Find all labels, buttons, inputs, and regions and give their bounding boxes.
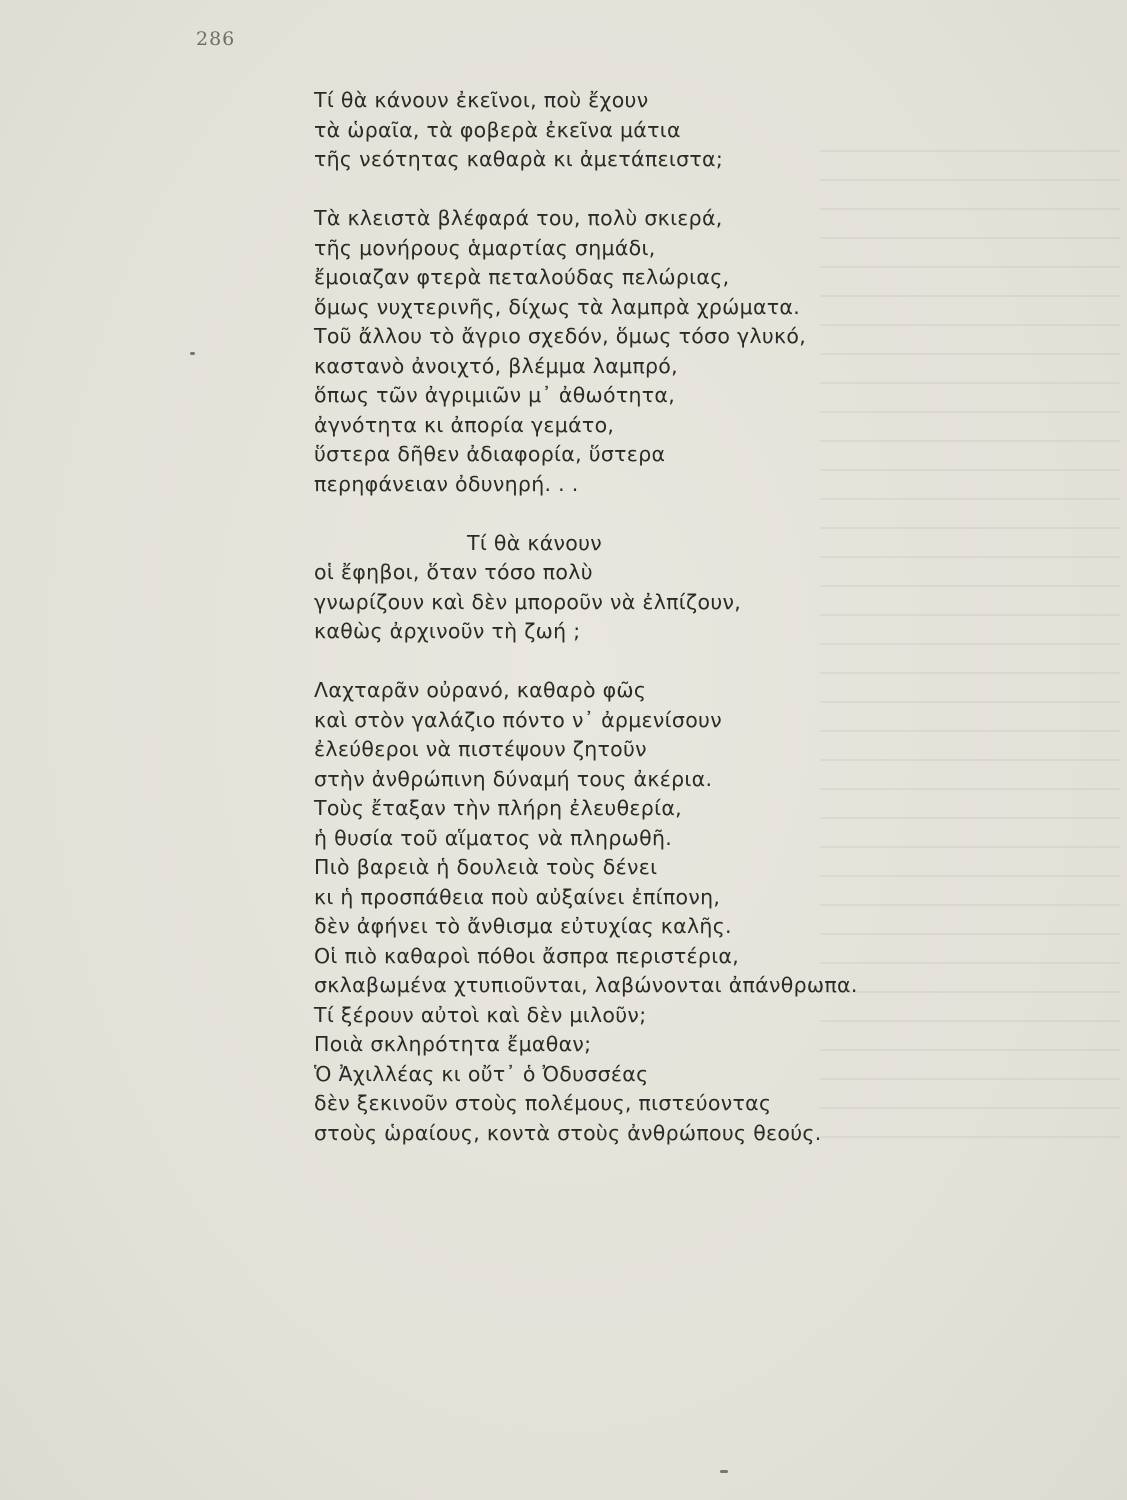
poem-line: Τί ξέρουν αὐτοὶ καὶ δὲν μιλοῦν; [314, 1002, 647, 1027]
poem-line: δὲν ξεκινοῦν στοὺς πολέμους, πιστεύοντας [314, 1091, 772, 1115]
poem-line: περηφάνειαν ὀδυνηρή. . . [314, 471, 579, 496]
poem-line-indented: Τί θὰ κάνουν [467, 530, 603, 555]
poem-line: τὰ ὡραῖα, τὰ φοβερὰ ἐκεῖνα μάτια [314, 117, 681, 142]
poem-line: Λαχταρᾶν οὐρανό, καθαρὸ φῶς [314, 678, 647, 702]
stanza-break [314, 175, 1074, 205]
poem-line: Τοῦ ἄλλου τὸ ἄγριο σχεδόν, ὅμως τόσο γλυκό, [314, 324, 807, 348]
poem-line: δὲν ἀφήνει τὸ ἄνθισμα εὐτυχίας καλῆς. [314, 914, 732, 938]
poem-line: ἔμοιαζαν φτερὰ πεταλούδας πελώριας, [314, 265, 730, 289]
stanza-break [314, 647, 1074, 677]
poem-line: οἱ ἔφηβοι, ὅταν τόσο πολὺ [314, 560, 593, 584]
poem-line: τῆς νεότητας καθαρὰ κι ἀμετάπειστα; [314, 147, 724, 171]
poem-line: καθὼς ἀρχινοῦν τὴ ζωή ; [314, 619, 581, 643]
poem-line: Ὁ Ἀχιλλέας κι οὔτ᾽ ὁ Ὀδυσσέας [314, 1061, 649, 1086]
poem-line: καὶ στὸν γαλάζιο πόντο ν᾽ ἀρμενίσουν [314, 707, 722, 732]
poem-line: Τοὺς ἔταξαν τὴν πλήρη ἐλευθερία, [314, 796, 682, 820]
poem-line: κι ἡ προσπάθεια ποὺ αὐξαίνει ἐπίπονη, [314, 884, 721, 909]
stanza-break [314, 499, 1074, 529]
poem [314, 86, 1074, 1148]
poem-line: Πιὸ βαρειὰ ἡ δουλειὰ τοὺς δένει [314, 855, 658, 879]
paper-speck [720, 1470, 728, 1473]
poem-line: στὴν ἀνθρώπινη δύναμή τους ἀκέρια. [314, 766, 713, 791]
poem-line: Οἱ πιὸ καθαροὶ πόθοι ἄσπρα περιστέρια, [314, 943, 740, 968]
poem-line: ὅπως τῶν ἀγριμιῶν μ᾽ ἀθωότητα, [314, 383, 676, 407]
poem-line: γνωρίζουν καὶ δὲν μποροῦν νὰ ἐλπίζουν, [314, 589, 742, 614]
poem-line: Ποιὰ σκληρότητα ἔμαθαν; [314, 1032, 592, 1056]
poem-line: ὅμως νυχτερινῆς, δίχως τὰ λαμπρὰ χρώματα. [314, 294, 801, 319]
poem-line: ὕστερα δῆθεν ἀδιαφορία, ὕστερα [314, 442, 666, 466]
poem-line: ἐλεύθεροι νὰ πιστέψουν ζητοῦν [314, 737, 647, 761]
page-number: 286 [196, 28, 236, 50]
paper-speck [190, 352, 195, 355]
poem-line: ἀγνότητα κι ἀπορία γεμάτο, [314, 412, 615, 437]
poem-line: Τὰ κλειστὰ βλέφαρά του, πολὺ σκιερά, [314, 206, 723, 230]
poem-line: στοὺς ὡραίους, κοντὰ στοὺς ἀνθρώπους θεούς. [314, 1120, 822, 1145]
poem-line: ἡ θυσία τοῦ αἵματος νὰ πληρωθῆ. [314, 825, 673, 850]
poem-line: καστανὸ ἀνοιχτό, βλέμμα λαμπρό, [314, 353, 678, 378]
poem-line: σκλαβωμένα χτυπιοῦνται, λαβώνονται ἀπάνθρωπα. [314, 973, 858, 997]
poem-line: Τί θὰ κάνουν ἐκεῖνοι, ποὺ ἔχουν [314, 88, 649, 112]
poem-line: τῆς μονήρους ἁμαρτίας σημάδι, [314, 235, 656, 260]
